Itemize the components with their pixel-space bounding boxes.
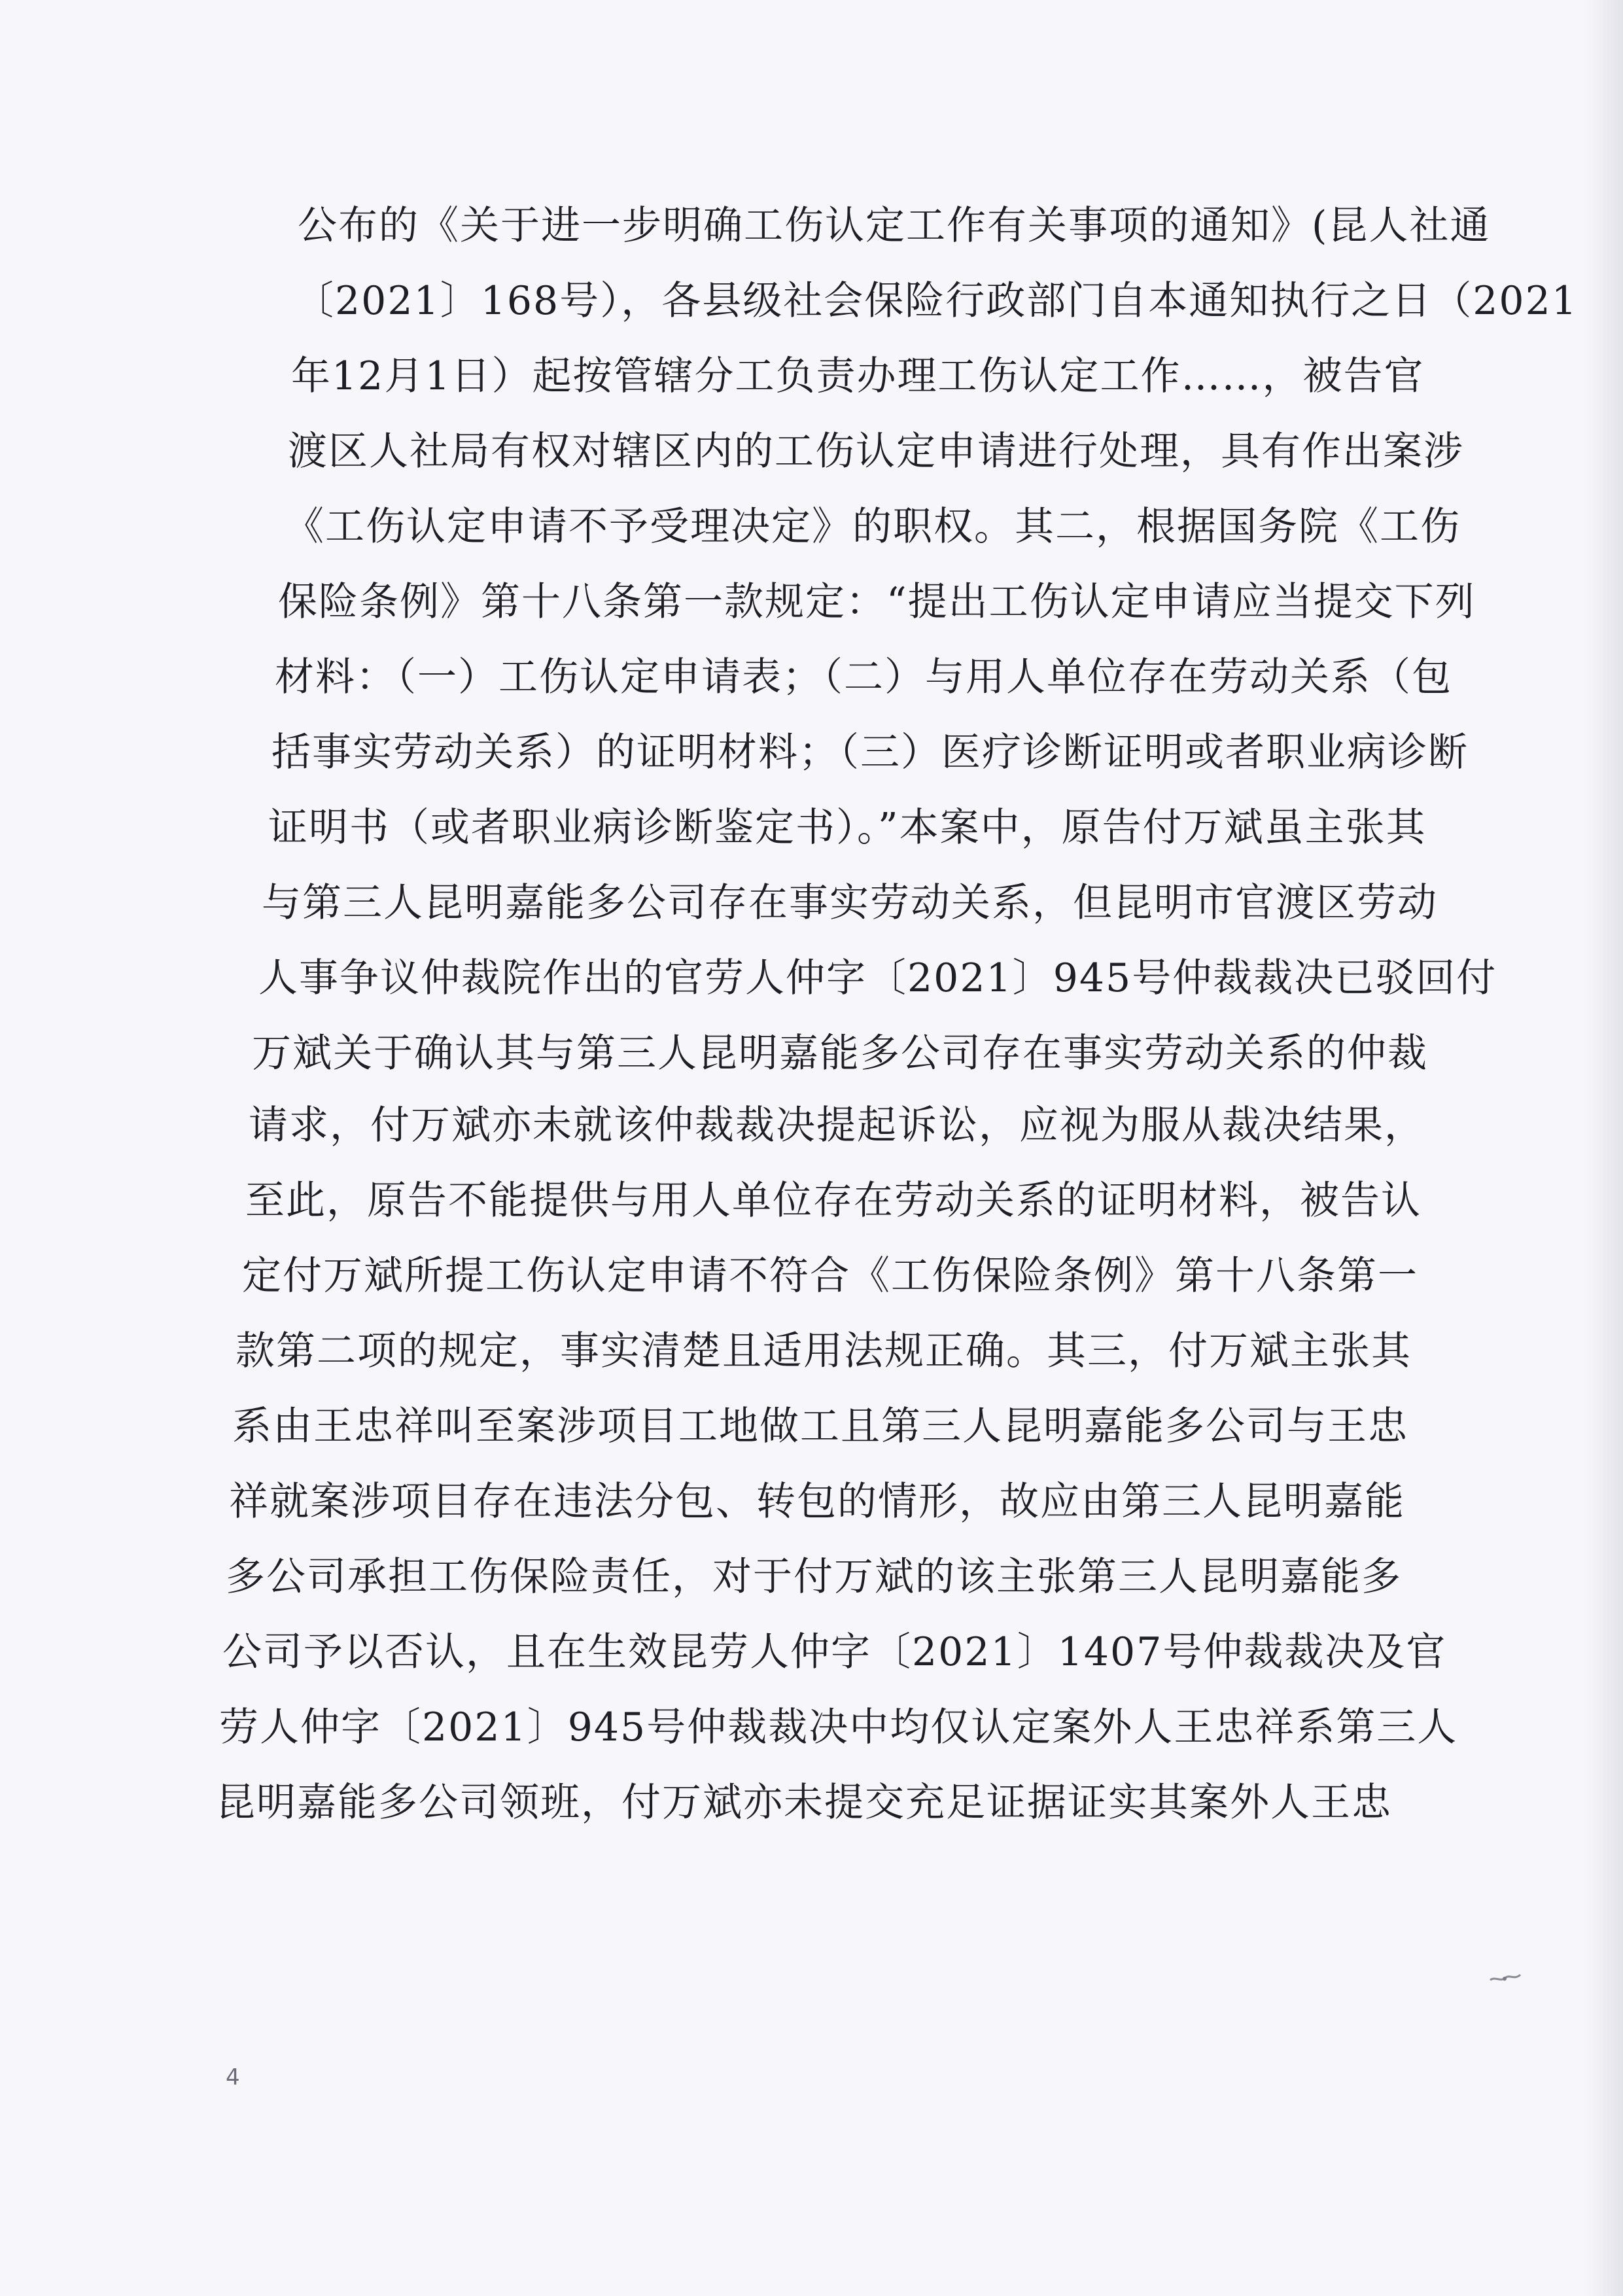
text-line-22: 昆明嘉能多公司领班，付万斌亦未提交充足证据证实其案外人王忠 <box>216 1780 1392 1826</box>
text-line-17: 系由王忠祥叫至案涉项目工地做工且第三人昆明嘉能多公司与王忠 <box>232 1404 1408 1449</box>
page-number: 4 <box>226 2064 240 2091</box>
text-line-6: 保险条例》第十八条第一款规定：“提出工伤认定申请应当提交下列 <box>278 579 1476 625</box>
text-line-12: 万斌关于确认其与第三人昆明嘉能多公司存在事实劳动关系的仲裁 <box>252 1031 1428 1076</box>
text-line-21: 劳人仲字〔2021〕945号仲裁裁决中均仅认定案外人王忠祥系第三人 <box>219 1704 1458 1750</box>
text-line-1: 公布的《关于进一步明确工伤认定工作有关事项的通知》(昆人社通 <box>298 203 1491 249</box>
text-line-19: 多公司承担工伤保险责任，对于付万斌的该主张第三人昆明嘉能多 <box>226 1554 1402 1600</box>
page-edge-shadow <box>1584 0 1623 2296</box>
text-line-8: 括事实劳动关系）的证明材料；（三）医疗诊断证明或者职业病诊断 <box>271 730 1469 775</box>
text-line-11: 人事争议仲裁院作出的官劳人仲字〔2021〕945号仲裁裁决已驳回付 <box>258 955 1497 1001</box>
text-line-5: 《工伤认定申请不予受理决定》的职权。其二，根据国务院《工伤 <box>285 504 1461 550</box>
text-line-4: 渡区人社局有权对辖区内的工伤认定申请进行处理，具有作出案涉 <box>288 429 1464 474</box>
text-line-3: 年12月1日）起按管辖分工负责办理工伤认定工作……，被告官 <box>291 353 1425 399</box>
text-line-2: 〔2021〕168号），各县级社会保险行政部门自本通知执行之日（2021 <box>294 278 1578 324</box>
text-line-9: 证明书（或者职业病诊断鉴定书）。”本案中，原告付万斌虽主张其 <box>268 805 1427 851</box>
text-line-20: 公司予以否认，且在生效昆劳人仲字〔2021〕1407号仲裁裁决及官 <box>222 1629 1447 1675</box>
scan-speck-icon <box>1489 1971 1522 1985</box>
text-line-14: 至此，原告不能提供与用人单位存在劳动关系的证明材料，被告认 <box>245 1178 1422 1224</box>
text-line-15: 定付万斌所提工伤认定申请不符合《工伤保险条例》第十八条第一 <box>242 1253 1418 1299</box>
text-line-7: 材料：（一）工伤认定申请表；（二）与用人单位存在劳动关系（包 <box>275 654 1452 700</box>
text-line-13: 请求，付万斌亦未就该仲裁裁决提起诉讼，应视为服从裁决结果， <box>249 1103 1425 1148</box>
text-line-16: 款第二项的规定，事实清楚且适用法规正确。其三，付万斌主张其 <box>236 1328 1412 1374</box>
text-line-18: 祥就案涉项目存在违法分包、转包的情形，故应由第三人昆明嘉能 <box>229 1479 1405 1525</box>
text-line-10: 与第三人昆明嘉能多公司存在事实劳动关系，但昆明市官渡区劳动 <box>262 880 1438 926</box>
